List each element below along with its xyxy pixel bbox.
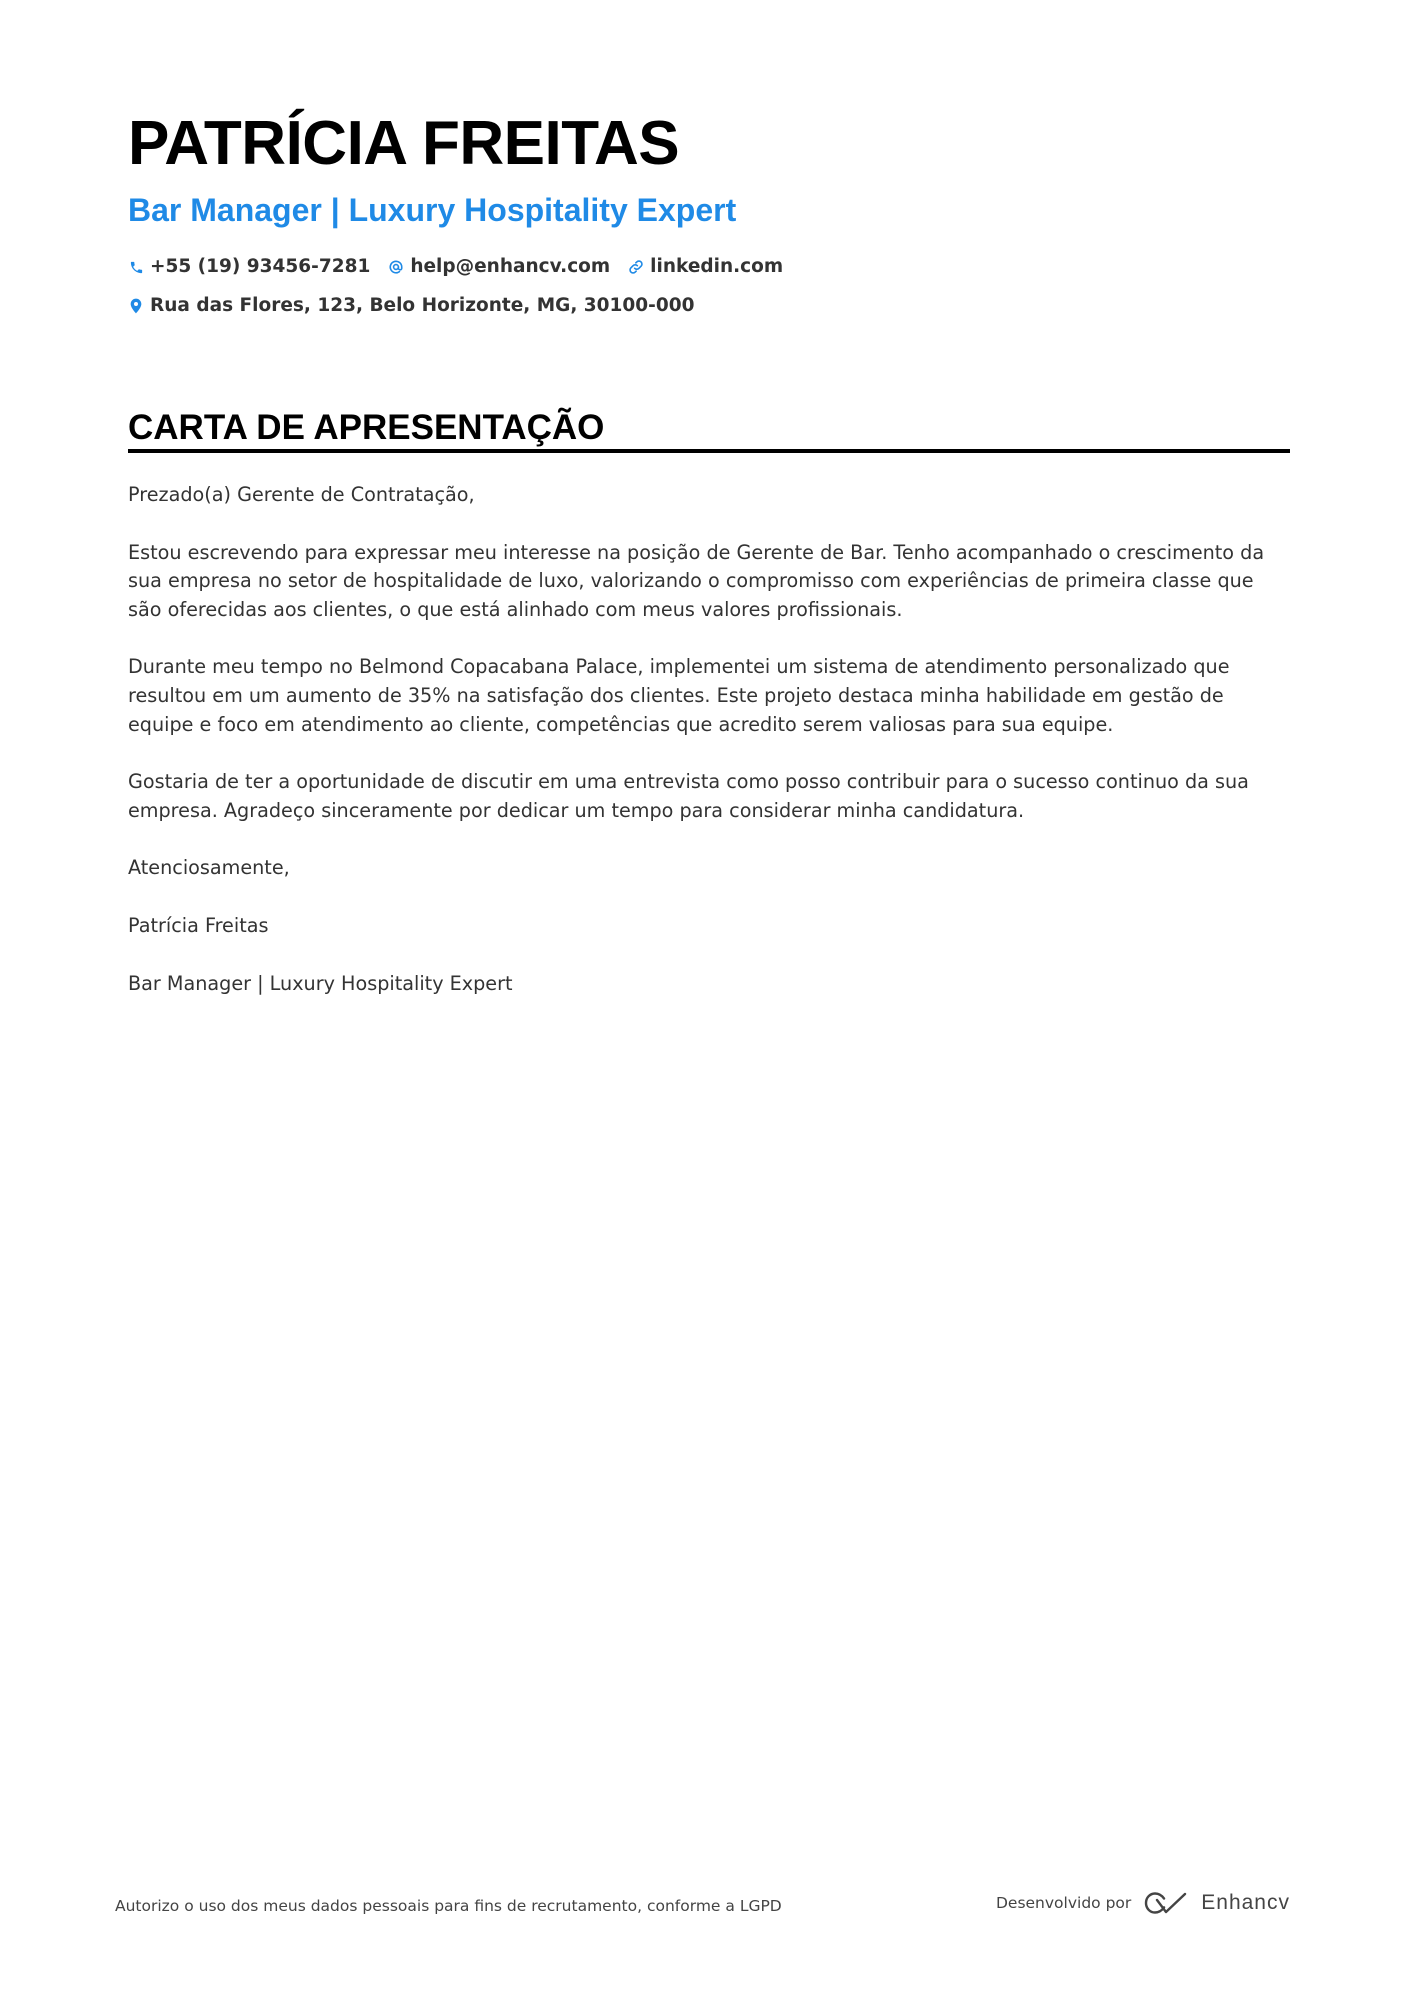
- signature-name: Patrícia Freitas: [128, 913, 269, 937]
- enhancv-logo-wordmark: Enhancv: [1201, 1891, 1290, 1914]
- contact-phone: [128, 254, 370, 280]
- letter-closing: Atenciosamente,: [128, 856, 290, 880]
- contact-address: [128, 293, 694, 319]
- signature-title: Bar Manager | Luxury Hospitality Expert: [128, 971, 513, 995]
- contact-linkedin[interactable]: [628, 254, 783, 280]
- link-icon: [628, 259, 644, 275]
- footer-consent-text: Autorizo o uso dos meus dados pessoais para fins de recrutamento, conforme a LGPD: [115, 1897, 782, 1915]
- email-text: help@enhancv.com: [410, 256, 611, 277]
- candidate-name: PATRÍCIA FREITAS: [128, 109, 680, 178]
- location-pin-icon: [128, 298, 144, 314]
- section-title: CARTA DE APRESENTAÇÃO: [128, 408, 605, 447]
- phone-text: +55 (19) 93456-7281: [150, 256, 371, 277]
- enhancv-logo-icon: [1143, 1890, 1189, 1916]
- letter-paragraph: Gostaria de ter a oportunidade de discutir em uma entrevista como posso contribuir para o sucesso continuo da sua empresa. Agradeço sinceramente por dedicar um tempo para considerar minha candidatura.: [128, 770, 1249, 822]
- section-divider: [128, 449, 1290, 453]
- contact-row-address: [128, 293, 712, 319]
- contact-email[interactable]: [388, 254, 610, 280]
- powered-by-text: Desenvolvido por: [995, 1894, 1132, 1912]
- letter-paragraph: Durante meu tempo no Belmond Copacabana Palace, implementei um sistema de atendimento personalizado que resultou em um aumento de 35% na satisfação dos clientes. Este projeto destaca minha habilidade em gestão de equipe e foco em atendimento ao cliente, competências que acredito serem valiosas para sua equipe.: [128, 655, 1230, 736]
- candidate-headline: Bar Manager | Luxury Hospitality Expert: [128, 192, 737, 228]
- letter-paragraph: Estou escrevendo para expressar meu interesse na posição de Gerente de Bar. Tenho acompanhado o crescimento da sua empresa no setor de hospitalidade de luxo, valorizando o compromisso com experiências de primeira classe que são oferecidas aos clientes, o que está alinhado com meus valores profissionais.: [128, 540, 1265, 621]
- linkedin-text: linkedin.com: [650, 256, 784, 277]
- address-text: Rua das Flores, 123, Belo Horizonte, MG, 30100-000: [150, 295, 695, 316]
- letter-greeting: Prezado(a) Gerente de Contratação,: [128, 483, 475, 506]
- at-icon: [388, 259, 404, 275]
- contact-row-primary: [128, 254, 801, 280]
- footer-brand[interactable]: [996, 1890, 1290, 1916]
- letter-body: [128, 481, 1290, 1027]
- phone-icon: [128, 259, 144, 275]
